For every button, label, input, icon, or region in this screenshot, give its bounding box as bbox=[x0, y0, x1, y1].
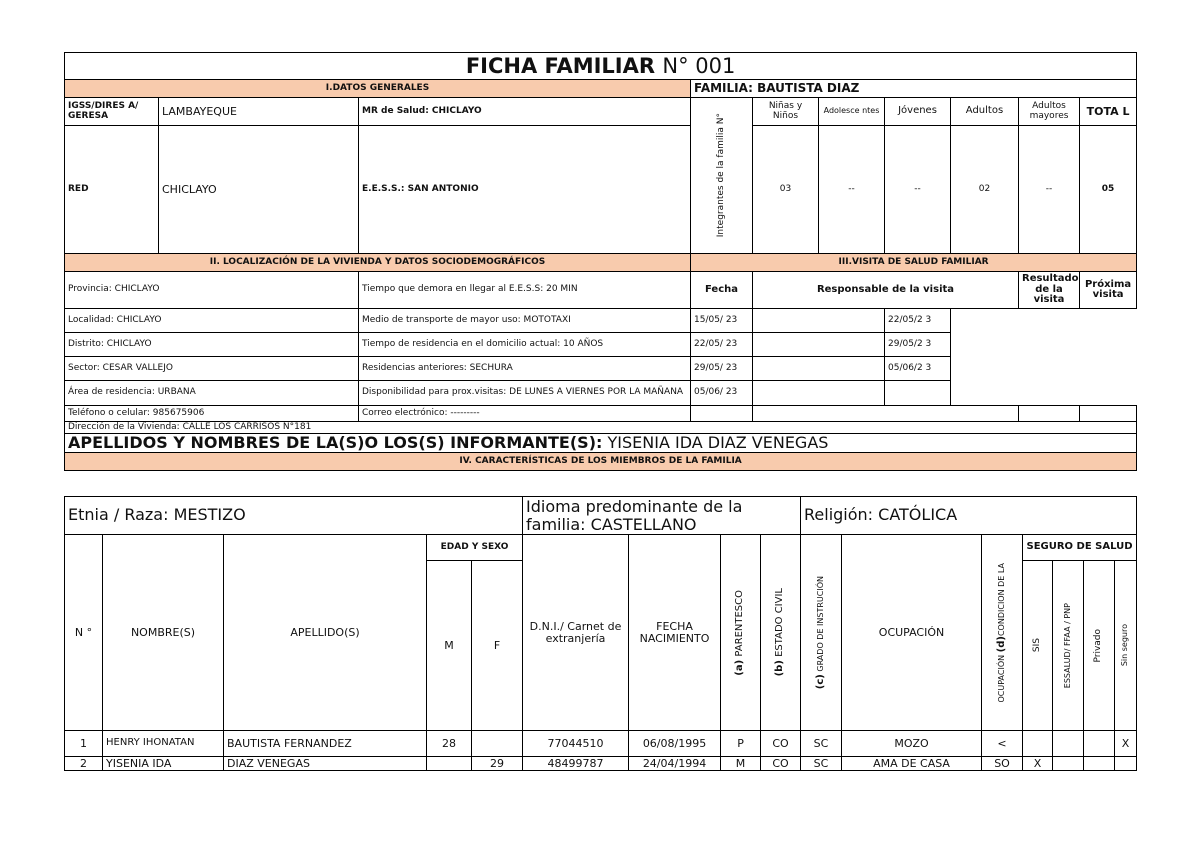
informante-value: YISENIA IDA DIAZ VENEGAS bbox=[607, 433, 829, 452]
col-sis bbox=[1023, 561, 1053, 731]
section-3-title: III.VISITA DE SALUD FAMILIAR bbox=[691, 254, 1137, 272]
integrantes-text: Integrantes de la familia N° bbox=[715, 113, 726, 238]
visit-resultado-header: Resultado de la visita bbox=[1019, 272, 1080, 309]
essalud-text: ESSALUD/ FFAA / PNP bbox=[1062, 602, 1072, 689]
member-sis: X bbox=[1023, 757, 1053, 771]
visit-fecha-header: Fecha bbox=[691, 272, 753, 309]
section-1-title: I.DATOS GENERALES bbox=[65, 80, 691, 98]
member-ocupacion: MOZO bbox=[842, 731, 982, 757]
direccion-vivienda: Dirección de la Vivienda: CALLE LOS CARRISOS N°181 bbox=[65, 422, 1137, 434]
visit-prox bbox=[885, 381, 951, 406]
member-dni: 77044510 bbox=[523, 731, 629, 757]
fam-header: Jóvenes bbox=[885, 98, 951, 126]
member-civil: CO bbox=[761, 757, 801, 771]
fam-header: Adultos bbox=[951, 98, 1019, 126]
loc-right: Correo electrónico: --------- bbox=[359, 406, 691, 422]
member-essalud bbox=[1053, 731, 1084, 757]
visit-fecha: 22/05/ 23 bbox=[691, 333, 753, 357]
fam-value: 03 bbox=[753, 126, 819, 254]
loc-right: Tiempo de residencia en el domicilio actual: 10 AÑOS bbox=[359, 333, 691, 357]
col-edad-sexo: EDAD Y SEXO bbox=[427, 535, 523, 561]
member-instruccion: SC bbox=[801, 757, 842, 771]
visit-prox: 05/06/2 3 bbox=[885, 357, 951, 381]
member-nombre: YISENIA IDA bbox=[103, 757, 224, 771]
member-apellido: BAUTISTA FERNANDEZ bbox=[224, 731, 427, 757]
loc-left: Distrito: CHICLAYO bbox=[65, 333, 359, 357]
visit-prox: 29/05/2 3 bbox=[885, 333, 951, 357]
member-civil: CO bbox=[761, 731, 801, 757]
member-sin-seguro bbox=[1115, 757, 1137, 771]
fam-header: Adolesce ntes bbox=[819, 98, 885, 126]
loc-left: Área de residencia: URBANA bbox=[65, 381, 359, 406]
members-table bbox=[64, 496, 1137, 771]
member-privado bbox=[1084, 757, 1115, 771]
visit-prox: 22/05/2 3 bbox=[885, 309, 951, 333]
informante-label: APELLIDOS Y NOMBRES DE LA(S)O LOS(S) INFORMANTE(S): bbox=[68, 433, 603, 452]
member-m bbox=[427, 757, 472, 771]
member-apellido: DIAZ VENEGAS bbox=[224, 757, 427, 771]
fam-value: 02 bbox=[951, 126, 1019, 254]
member-condicion: SO bbox=[982, 757, 1023, 771]
col-apellido: APELLIDO(S) bbox=[224, 535, 427, 731]
loc-right: Medio de transporte de mayor uso: MOTOTAXI bbox=[359, 309, 691, 333]
fam-value: -- bbox=[819, 126, 885, 254]
religion: Religión: CATÓLICA bbox=[801, 497, 1137, 535]
loc-right: Residencias anteriores: SECHURA bbox=[359, 357, 691, 381]
loc-left: Provincia: CHICLAYO bbox=[65, 272, 359, 309]
col-seguro: SEGURO DE SALUD bbox=[1023, 535, 1137, 561]
parentesco-letter: (a) bbox=[734, 659, 746, 676]
parentesco-text: PARENTESCO bbox=[734, 589, 746, 657]
cond-text: CONDICION DE LA bbox=[996, 562, 1006, 636]
red-value: CHICLAYO bbox=[159, 126, 359, 254]
member-fecha: 06/08/1995 bbox=[629, 731, 721, 757]
col-sin-seguro bbox=[1115, 561, 1137, 731]
civil-letter: (b) bbox=[774, 660, 786, 677]
fam-header-total: TOTA L bbox=[1080, 98, 1137, 126]
igss-value: LAMBAYEQUE bbox=[159, 98, 359, 126]
member-sin-seguro: X bbox=[1115, 731, 1137, 757]
member-m: 28 bbox=[427, 731, 472, 757]
sis-text: SIS bbox=[1031, 638, 1042, 653]
member-instruccion: SC bbox=[801, 731, 842, 757]
informante-row bbox=[65, 434, 1137, 453]
fam-header: Niñas y Niños bbox=[753, 98, 819, 126]
instr-text: GRADO DE INSTRUCIÓN bbox=[815, 575, 825, 672]
col-fecha-nac: FECHA NACIMIENTO bbox=[629, 535, 721, 731]
member-dni: 48499787 bbox=[523, 757, 629, 771]
member-condicion: < bbox=[982, 731, 1023, 757]
member-sis bbox=[1023, 731, 1053, 757]
eess-value: E.E.S.S.: SAN ANTONIO bbox=[359, 126, 691, 254]
civil-text: ESTADO CIVIL bbox=[774, 588, 786, 658]
visit-fecha: 29/05/ 23 bbox=[691, 357, 753, 381]
section-4-title: IV. CARACTERÍSTICAS DE LOS MIEMBROS DE LA FAMILIA bbox=[65, 453, 1137, 471]
col-n: N ° bbox=[65, 535, 103, 731]
cond-letter: (d) bbox=[995, 635, 1007, 653]
fam-value: -- bbox=[1019, 126, 1080, 254]
member-parentesco: P bbox=[721, 731, 761, 757]
loc-left: Localidad: CHICLAYO bbox=[65, 309, 359, 333]
col-m: M bbox=[427, 561, 472, 731]
col-condicion bbox=[982, 535, 1023, 731]
igss-label: IGSS/DIRES A/ GERESA bbox=[65, 98, 159, 126]
member-fecha: 24/04/1994 bbox=[629, 757, 721, 771]
form-number: N° 001 bbox=[662, 53, 736, 78]
member-f bbox=[472, 731, 523, 757]
col-instruccion bbox=[801, 535, 842, 731]
table-row bbox=[65, 731, 1137, 757]
visit-responsable-header: Responsable de la visita bbox=[753, 272, 1019, 309]
mr-salud: MR de Salud: CHICLAYO bbox=[359, 98, 691, 126]
fam-value: -- bbox=[885, 126, 951, 254]
col-essalud bbox=[1053, 561, 1084, 731]
visit-fecha: 15/05/ 23 bbox=[691, 309, 753, 333]
loc-right: Disponibilidad para prox.visitas: DE LUNES A VIERNES POR LA MAÑANA bbox=[359, 381, 691, 406]
familia-label: FAMILIA: BAUTISTA DIAZ bbox=[691, 80, 1137, 98]
col-ocupacion: OCUPACIÓN bbox=[842, 535, 982, 731]
idioma: Idioma predominante de la familia: CASTELLANO bbox=[523, 497, 801, 535]
col-privado bbox=[1084, 561, 1115, 731]
visit-fecha: 05/06/ 23 bbox=[691, 381, 753, 406]
member-ocupacion: AMA DE CASA bbox=[842, 757, 982, 771]
etnia: Etnia / Raza: MESTIZO bbox=[65, 497, 523, 535]
section-2-title: II. LOCALIZACIÓN DE LA VIVIENDA Y DATOS SOCIODEMOGRÁFICOS bbox=[65, 254, 691, 272]
fam-header: Adultos mayores bbox=[1019, 98, 1080, 126]
privado-text: Privado bbox=[1093, 628, 1104, 663]
member-nombre: HENRY IHONATAN bbox=[103, 731, 224, 757]
member-f: 29 bbox=[472, 757, 523, 771]
col-dni: D.N.I./ Carnet de extranjería bbox=[523, 535, 629, 731]
cond-pre: OCUPACIÓN bbox=[996, 654, 1006, 703]
sinseguro-text: Sin seguro bbox=[1120, 624, 1130, 667]
col-estado-civil bbox=[761, 535, 801, 731]
integrantes-label bbox=[691, 98, 753, 254]
ficha-top-table bbox=[64, 52, 1137, 471]
member-n: 2 bbox=[65, 757, 103, 771]
form-title bbox=[65, 53, 1137, 80]
col-nombre: NOMBRE(S) bbox=[103, 535, 224, 731]
instr-letter: (c) bbox=[814, 674, 826, 690]
member-n: 1 bbox=[65, 731, 103, 757]
red-label: RED bbox=[65, 126, 159, 254]
col-parentesco bbox=[721, 535, 761, 731]
title-text: FICHA FAMILIAR bbox=[465, 53, 656, 78]
col-f: F bbox=[472, 561, 523, 731]
table-row bbox=[65, 757, 1137, 771]
loc-left: Sector: CESAR VALLEJO bbox=[65, 357, 359, 381]
visit-proxima-header: Próxima visita bbox=[1080, 272, 1137, 309]
member-privado bbox=[1084, 731, 1115, 757]
member-parentesco: M bbox=[721, 757, 761, 771]
loc-right: Tiempo que demora en llegar al E.E.S.S: 20 MIN bbox=[359, 272, 691, 309]
fam-value-total: 05 bbox=[1080, 126, 1137, 254]
member-essalud bbox=[1053, 757, 1084, 771]
loc-left: Teléfono o celular: 985675906 bbox=[65, 406, 359, 422]
